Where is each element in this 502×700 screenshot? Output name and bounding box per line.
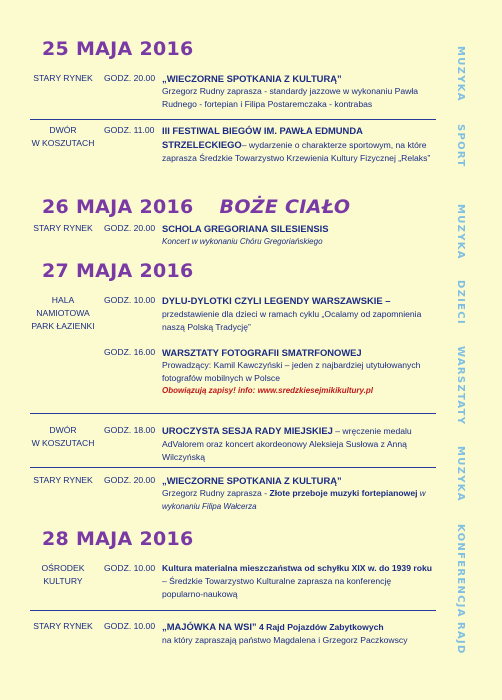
event-time: GODZ. 10.00: [104, 563, 156, 573]
event-place: HALA NAMIOTOWA PARK ŁAZIENKI: [31, 295, 95, 331]
event-description: Grzegorz Rudny zaprasza - Złote przeboje muzyki fortepianowej w wykonaniu Filipa Wałcerza: [162, 488, 426, 511]
event-time: GODZ. 20.00: [104, 223, 156, 233]
sidebar-word: SPORT: [455, 124, 466, 168]
event-time: GODZ. 16.00: [104, 347, 156, 357]
event-title: WARSZTATY FOTOGRAFII SMATRFONOWEJ: [162, 347, 362, 358]
date-heading-28: 28 MAJA 2016: [42, 528, 194, 550]
event-title: III FESTIWAL BIEGÓW IM. PAWŁA EDMUNDA STRZELECKIEGO: [162, 125, 363, 150]
sidebar-word: MUZYKA: [455, 446, 466, 502]
event-description: „MAJÓWKA NA WSI” 4 Rajd Pojazdów Zabytkowych na który zapraszają państwo Magdalena i Grzegorz Paczkowscy: [162, 621, 408, 645]
event-place: STARY RYNEK: [33, 621, 93, 631]
event-title: Kultura materialna mieszczaństwa od schyłku XIX w. do 1939 roku: [162, 563, 432, 573]
event-description: Prowadzący: Kamil Kawczyński – jeden z najbardziej utytułowanych fotografów mobilnych w Polsce: [162, 360, 421, 383]
divider: [30, 413, 436, 414]
signup-note: Obowiązują zapisy! info: www.sredzkiesejmikikultury.pl: [162, 386, 374, 395]
event-place: STARY RYNEK: [33, 73, 93, 83]
event-description: Koncert w wykonaniu Chóru Gregoriańskiego: [162, 237, 323, 246]
event-title: „WIECZORNE SPOTKANIA Z KULTURĄ”: [162, 73, 342, 84]
event-title: „MAJÓWKA NA WSI”: [162, 621, 257, 632]
event-description: III FESTIWAL BIEGÓW IM. PAWŁA EDMUNDA STRZELECKIEGO– wydarzenie o charakterze sportowym, na które zaprasza Średzkie Towarzystwo Krzewienia Kultury Fizycznej „Relaks”: [162, 125, 431, 163]
sidebar-word: MUZYKA: [455, 204, 466, 260]
event-description: UROCZYSTA SESJA RADY MIEJSKIEJ – wręczenie medalu AdValorem oraz koncert akordeonowy Aleksieja Susłowa z Anną Wilczyńską: [162, 425, 412, 462]
sidebar-word: WARSZTATY: [455, 346, 466, 426]
event-time: GODZ. 20.00: [104, 73, 156, 83]
date-heading-27: 27 MAJA 2016: [42, 260, 194, 282]
event-title: „WIECZORNE SPOTKANIA Z KULTURĄ”: [162, 475, 342, 486]
divider: [30, 610, 436, 611]
holiday-label: BOŻE CIAŁO: [219, 196, 351, 218]
date-heading-25: 25 MAJA 2016: [42, 38, 194, 60]
event-time: GODZ. 11.00: [104, 125, 155, 135]
date-heading-26: 26 MAJA 2016 BOŻE CIAŁO: [42, 196, 351, 218]
event-description: Grzegorz Rudny zaprasza - standardy jazzowe w wykonaniu Pawła Rudnego - fortepian i Filipa Postaremczaka - kontrabas: [162, 86, 419, 109]
sidebar-word: DZIECI: [455, 280, 466, 325]
category-sidebar: [448, 40, 466, 660]
event-place: STARY RYNEK: [33, 223, 93, 233]
event-time: GODZ. 18.00: [104, 425, 156, 435]
divider: [30, 119, 436, 120]
divider: [30, 467, 436, 468]
sidebar-word: RAJD: [455, 622, 466, 655]
sidebar-word: KONFERENCJA: [455, 524, 466, 618]
event-place: STARY RYNEK: [33, 475, 93, 485]
event-time: GODZ. 20.00: [104, 475, 156, 485]
event-time: GODZ. 10.00: [104, 621, 156, 631]
event-title: SCHOLA GREGORIANA SILESIENSIS: [162, 223, 329, 234]
event-place: OŚRODEK KULTURY: [41, 563, 85, 586]
event-description: DYLU-DYLOTKI CZYLI LEGENDY WARSZAWSKIE – przedstawienie dla dzieci w ramach cyklu „Ocalamy od zapomnienia naszą Polską Tradycję”: [162, 295, 422, 332]
event-description: Kultura materialna mieszczaństwa od schyłku XIX w. do 1939 roku – Średzkie Towarzystwo Kulturalne zaprasza na konferencję popularno-naukową: [162, 563, 432, 599]
event-time: GODZ. 10.00: [104, 295, 156, 305]
event-place: DWÓR W KOSZUTACH: [31, 425, 95, 448]
event-title: UROCZYSTA SESJA RADY MIEJSKIEJ: [162, 425, 333, 436]
event-title: DYLU-DYLOTKI CZYLI LEGENDY WARSZAWSKIE –: [162, 295, 391, 306]
sidebar-word: MUZYKA: [455, 46, 466, 102]
event-place: DWÓR W KOSZUTACH: [31, 125, 95, 148]
